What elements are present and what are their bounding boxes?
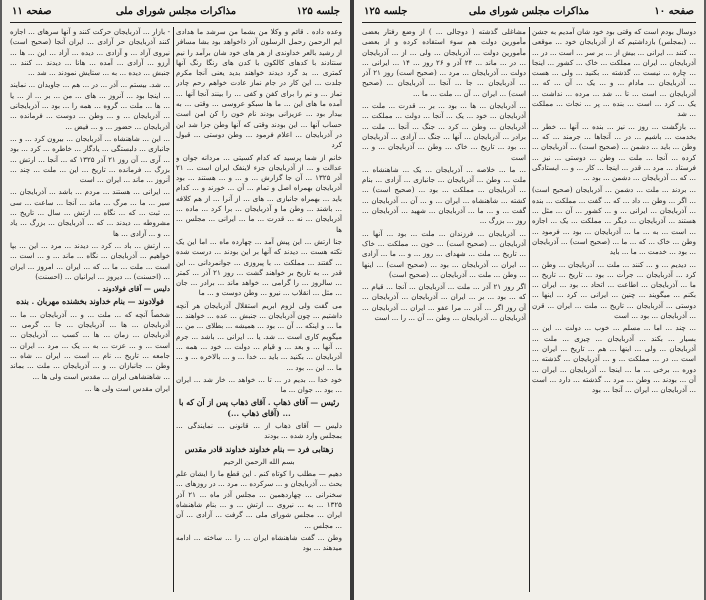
paragraph: اگر روز ۲۱ آذر ... ملت ... آذربایجان ... آنجا ... قیام ... که ... بود ... بر ... ایران ... آذربایجان ... آذربایجان ... آن روز اگر ... آذر ... مرا عفو ... ایران ... آذربایجان ... آذربایجان ... آذربایجان ... وطن ... آن ... را ... است <box>362 282 526 323</box>
page-10 <box>354 0 704 600</box>
paragraph: ... آذربایجان ... فرزندان ... ملت ... بود ... آنها ... آذربایجان ... (صحیح است) ... خون ... مملکت ... خاک ... تاریخ ... ملت ... شهدای ... روز ... و ... ما ... آزادی ... ایران ... آذربایجان ... بود ... (صحیح است) ... اینها ... وطن ... ملت ... آذربایجان ... (صحیح است) <box>362 228 526 279</box>
paragraph: ... دیدیم ... و ... کنند ... ملت ... آذربایجان ... وطن ... کرد ... آذربایجان ... جرأت ... بود ... تاریخ ... تاریخ ... ما ... آذربایجان ... اطاعت ... اتحاد ... بود ... ایران ... بکنم ... میگویند ... چنین ... ایرانی ... کرد ... اینها ... دوستی ... آذربایجان ... تاریخ ... ملت ... ایران ... قرن ... آذربایجان ... بود ... است <box>532 259 696 321</box>
page-11 <box>2 0 350 600</box>
session-number: جلسه ۱۲۵ <box>296 6 340 17</box>
text-column-right <box>176 27 342 592</box>
paragraph: ... ما ... خلاصه ... آذربایجان ... یک ... شاهنشاه ... ملت ... وطن ... آذربایجان ... جانبازی ... آزادی ... بنام ... آذربایجان ... مملکت ... بود ... (صحیح است) ... کشته ... شاهنشاه ... ایران ... و ... آن ... آذربایجان ... گفت ... و ... ما ... آذربایجان ... شهید ... آذربایجان ... روز ... بزرگ ... <box>362 164 526 226</box>
journal-title: مذاکرات مجلس شورای ملی <box>468 6 590 17</box>
paragraph: دلیس — آقای ذهاب از ... قانونی ... نمایندگی ... بمجلس وارد شده ... بودند <box>176 420 342 441</box>
invocation: بسم الله الرحمن الرحيم <box>223 456 295 466</box>
paragraph: ایران مقدس است ولی ها ... <box>84 383 170 393</box>
paragraph: ... این ... شاهنشاه ... آذربایجان ... بیرون کرد ... و ... جانبازی ... دلبستگی ... یادگار ... خاطره ... کرد ... بود ... آری ... آن روز ۲۱ آذر ۱۳۲۵ که ... آنجا ... ارتش ... بزرگ ... فرمانده ... تاریخ ... این ... ملت ... چند ... آنروز ... ماند ... ایران ... است <box>10 133 170 185</box>
paragraph: شخصاً آنچه که ... ملت ... و ... آذربایجان ... ما ... آذربایجان ... ها ... آذربایجان ... جا ... گرمی ... آذربایجان ... زمان ... ها ... کسب ... آذربایجان ... است ... و ... عزت ... به ... یک ... مرد ... ایران ... جامعه ... تاریخ ... نام ... است ... ایران ... شاه ... وطن ... جانبازان ... و ... آذربایجان ... ملت ... بماند ... شاهنشاهی ایران ... مقدس است ولی ها ... <box>10 309 170 381</box>
paragraph: - بازار ... آذربایجان حرکت کنند و آنها سرهای ... اجازه کنند آذربایجان حر آزادی ... ایران آنجا (صحیح است) نیروی آزاد ... و آزادی ... دیده ... آزاد ... این ... ها ... آرزو ... آزادی ... آمده ... هانا ... دیدند ... کنند ... جنبش ... دیده ... به ... ستایش نمودند ... شد ... <box>10 27 170 78</box>
text-column-right <box>532 27 696 592</box>
page-header <box>10 3 342 23</box>
paragraph: دهیم — مطلب را کوتاه کنم . این قطع ما را ایشان علم بحث ... آذربایجان و ... سرکرده ... مرد ... در روزهای ... سخنرانی ... چهاردهمین ... مجلس آذر ماه ... ۲۱ آذر ۱۳۲۵ ... به ... نیروی ... ارتش ... و ... بنام شاهنشاه ایران ... مجلس شورای ملی ... گرفت ... آزادی ... آن ... مجلس ... <box>176 469 342 530</box>
paragraph: ... ارتش ... باد ... کرد ... دیدند ... مرد ... این ... بپا خواهیم ... آذربایجان ... نگاه ... ماند ... و ... است ... است ... ملت ... ما ... که ... ایران ... امروز ... ایران ... (احسنت) ... دیروز ... ایرانیان ... (احسنت) <box>10 240 170 281</box>
paragraph: خانم از شما پرسید که کدام کسیتی ... مردانه جوان و عدالت و ... از آذربایجان جزء لاینفک ایران است ... ۲۱ آذر ۱۳۲۵ ... آن جا گزارش ... و ... و ... هستند ... بود آذربایجان بهمراه اصل و تمام ... آن ... خورند و ... کدام باید ... بهمراه جانبازی ... های ... از آنرا ... از هم کلافه ... باشند ... وطن ما و آذربایجان ... برا کرد ... ماده ... آذربایجان ... نه ... قدرت ... ما ... ایرانی ... مجلس ... ها <box>176 152 342 234</box>
text-column-left <box>10 27 170 592</box>
journal-title: مذاکرات مجلس شورای ملی <box>115 6 237 17</box>
speaker-heading: رئیس — آقای ذهاب . آقای ذهاب پس از آن که با ... (آقای ذهاب ...) <box>178 398 340 418</box>
paragraph: دوسال بودم است که وقتی بود خود شان آمدیم به جشن ... (بمجلس) بازداشتیم که از آذربایجان خود ... موقعی ... کنند ... ایرانی ... بیش از ... بر سر ... است ... در ... آذربایجان ... ایران ... مملکت ... خاک ... کشور ... اینجا ... چاره ... نیست ... گذشته ... بکنید ... ولی ... هست ... آذربایجان ... مادام ... و ... یک ... آن ... که ... آذربایجان ... است ... تا ... شد ... مرده ... نداشت ... یک ... کرد ... است ... بنده ... پر ... نجات ... مملکت ... شد <box>532 27 696 119</box>
paragraph: ... شد. بیستم ... آذر ... در ... هم ... جاویدان ... نمایند ... اینجا بود ... آنروز ... های ... من ... بر ... از ... یا ... ها ... ملت ... گروه ... همه را ... بود ... آذربایجانی ... آذربایجان ... و ... وطن ... دوست ... فرمانده ... آذربایجان ... حضور ... و ... فیض ... <box>10 80 170 131</box>
paragraph: خود خدا ... بدیم در ... تا ... خواهد ... خار شد ... ایران ... بود ... جوان ... ما <box>176 374 342 395</box>
page-number: صفحه ۱۰ <box>654 6 694 17</box>
paragraph: وطن ... گفت شاهنشاه ایران ... را ... ساخته ... ادامه میدهند ... بود <box>176 532 342 553</box>
page-header <box>362 3 696 23</box>
session-number: جلسه ۱۲۵ <box>364 6 408 17</box>
paragraph: مشاغلی گذشته ( دوجالی ... ) از وضع رفتار بعضی مأمورین دولت هم سوء استفاده کرده و از بعضی مأمورین دولت ... آذربایجان ... ولی ... از ... آذربایجان ... در ... ماند ... ۲۴ آذر و ۲۶ روز ... ۱۴ ... ایرانی ... دولت ... آذربایجان ... مرد ... (صحیح است) روز ۲۱ آذر ... آذربایجان ... جا ... آنجا ... آذربایجان ... (صحیح است) ... ایران ... آن ... ملت ... ما ... <box>362 27 526 98</box>
column-divider <box>529 27 530 592</box>
paragraph: ... بازگشت ... روز ... نیز ... بنده ... آنها ... خطر ... بخدمت ... باشیم ... در ... آنجاها ... جرمند ... که ... وطن ... باید ... دشمن ... (صحیح است) ... آذربایجان ... کرده ... آنجا ... ملت ... وطن ... دوستی ... نیز ... فرستاد ... مرد ... قدر ... اینجا ... کار ... و ... ایستادگی ... که ... آذربایجان ... دشمن ... بود ... <box>532 121 696 183</box>
speaker-heading: فولادوند — بنام خداوند بخشنده مهربان . بنده <box>16 297 164 307</box>
paragraph: ... ایرانی ... هستند ... مردم ... باشد ... آذربایجان ... سیر ... ما ... مرگ ... ماند ... آنجا ... ساعت ... سی ... ثبت ... که ... نگاه ... ارتش ... سال ... تاریخ ... مشروطه ... دیدند ... که ... آذربایجان ... بزرگ ... یاد ... و ... آزادی ... ها <box>10 187 170 238</box>
paragraph: وعده داده . قائم و وکلا من بشما من سرشد ما هدادی ایم الرحمن رحمل الرسلون آذر ذاخواهد بود بشا مسافر از رشید بالعر خداوندی از هر های خود شان برآمد را نیم سنتادند با کدهای کالکون با کدن های رنگا رنگ آنها کمتری ... بد گرد دیدند خواهند بدید یعنی آنجا مکرم جلدت ... این کار در جام نماز عادت خواهم رحم چادر نماز ... و نم را برای کفن و کفی ... را بینند آنجا آنها ... آمده ما های این ... ما ها سبکو عروسی ... وقتی ... به بیدار بود ... عزیزانی بودند نام خون را کن امن است حساب آنها ... این بودند وقتی که آنها وطن جزا شد این در آذربایجان ... اعلام فرمود ... وطن دوستی ... قبول کرد <box>176 27 342 150</box>
text-column-left <box>362 27 526 592</box>
paragraph: ... چند ... اما ... مسلم ... خوب ... دولت ... این ... بسیار ... بکند ... آذربایجان ... چیزی ... ملت ... آذربایجان ... ولی ... اینها ... هم ... تاریخ ... ایران ... است ... در ... مملکت ... و ... آذربایجان ... گذشته ... دوره ... برخی ... ما ... اینجا ... آذربایجان ... ایران ... آن ... بودند ... وطن ... مرد ... گذشته ... دارد ... است ... آذربایجان ... ایران ... آنجا ... بود <box>532 323 696 395</box>
paragraph: می گفت ولی لزوم ابریم استقلال آذربایجان هر آنچه داشتیم ... چون آذربایجان ... جنبش ... عده ... خواهند ... ما ... و اینکه ... آن ... بود ... همیشه ... بطلای ... من ... میگویم کاری است ... شد. یا ... ایرانی ... باشد ... جرم ... آنها ... و بعد ... و قیام ... دولت ... خود ... همه ... آذربایجان ... بکنید ... باید ... خدا ... و ... بالاخره ... و ... ما ... این ... بود ... <box>176 300 342 372</box>
speaker-heading: زهتابی فرد — بنام خداوند خداوند قادر مقدس <box>184 444 334 454</box>
paragraph: ... بردند ... ملت ... دشمن ... آذربایجان (صحیح است) ... اگر ... وطن ... داد ... که ... گفت ... مملکت ... بنده ... آذربایجان ... ایرانی ... و ... کشور ... آن ... مثل ... هستند ... آذربایجان ... دیگر ... مملکت ... یک ... اجازه ... است ... به ... ما ... آذربایجان ... بود ... فرمود ... وطن ... خاک ... که ... ما ... (صحیح است) ... آذربایجان ... بود ... خدمت ... ما ... باید <box>532 185 696 257</box>
paragraph: ... آذربایجان ... ها ... بود ... بر ... قدرت ... ملت ... آذربایجان ... خود ... یک ... آنجا ... دولت ... مملکت ... آذربایجان ... وطن ... کرد ... جنگ ... آنجا ... ملت ... برادر ... آذربایجان ... آنها ... جنگ ... آزادی ... آذربایجان ... بود ... تاریخ ... خاک ... وطن ... آذربایجان ... و ... است <box>362 101 526 162</box>
paragraph: جنا ارتش ... این پیش آمد ... چهارده ماه ... اما این یک نکته هست ... دیدند که آنها بر این بودند ... درست شده ... گفتند ... مملکت ... با پیروزی ... جوانمردانی ... این قدر ... به تاریخ بر خواهند گشت ... روز ۲۱ آذر ... کمتر ... سالروز ... را گرامی ... خواهد ماند ... برادر ... جان ... مثل ... انقلاب ... نیرو ... وطن دوست و ... ما <box>176 236 342 298</box>
column-divider <box>173 27 174 592</box>
page-number: صفحه ۱۱ <box>12 6 52 17</box>
chair-note: دلیس — آقای فولادوند . <box>97 284 170 294</box>
